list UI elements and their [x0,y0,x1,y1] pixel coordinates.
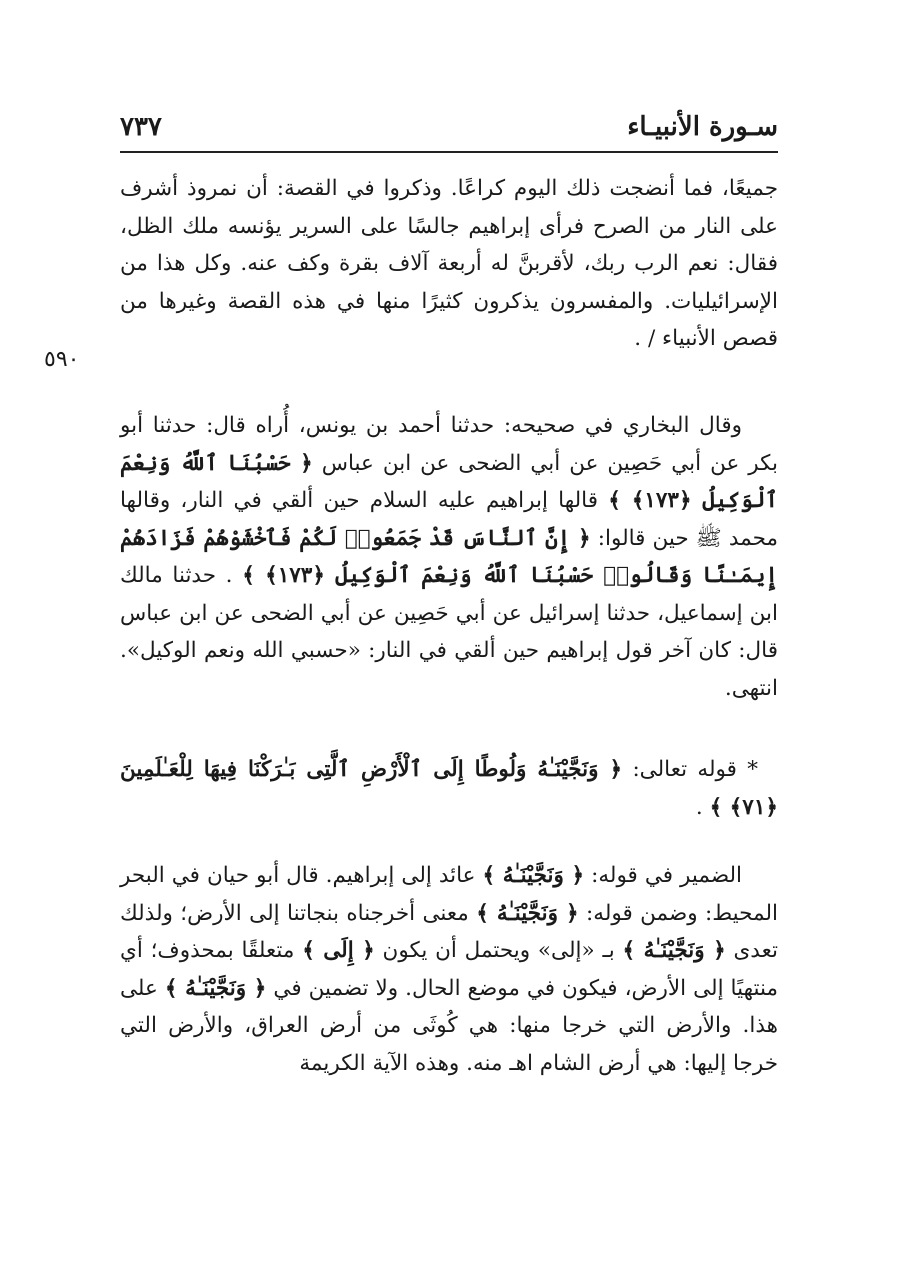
paragraph-text: جميعًا، فما أنضجت ذلك اليوم كراعًا. وذكروا في القصة: أن نمروذ أشرف على النار من الصرح فرأى إبراهيم جالسًا على السرير يؤنسه ملك الظل، فقال: نعم الرب ربك، لأقربنَّ له أربعة آلاف بقرة وكف عنه. وكل هذا من الإسرائيليات. والمفسرون يذكرون كثيرًا منها في هذه القصة وغيرها من قصص الأنبياء / . [120,176,778,351]
paragraph-text: بـ «إلى» ويحتمل أن يكون [382,938,615,963]
quran-verse: ﴿ وَنَجَّيْنَـٰهُ وَلُوطًا إِلَى ٱلْأَرْضِ ٱلَّتِى بَـٰرَكْنَا فِيهَا لِلْعَـٰلَمِينَ ﴿٧١﴾ ﴾ [120,757,778,820]
quran-verse: ﴿ وَنَجَّيْنَـٰهُ ﴾ [476,900,579,926]
paragraph-1 [120,170,778,395]
paragraph-4 [120,857,778,1082]
paragraph-text: عائد إلى إبراهيم. قال أبو حيان في البحر المحيط: وضمن قوله: [120,863,778,926]
page-body [120,170,778,1082]
paragraph-text: معنى أخرجناه بنجاتنا إلى الأرض؛ ولذلك تعدى [120,900,778,963]
paragraph-text: . [695,794,703,820]
quran-verse: ﴿ إِنَّ ٱلنَّاسَ قَدْ جَمَعُوا۟ لَكُمْ فَٱخْشَوْهُمْ فَزَادَهُمْ إِيمَـٰنًا وَقَالُوا۟ حَسْبُنَا ٱللَّهُ وَنِعْمَ ٱلْوَكِيلُ ﴿١٧٣﴾ ﴾ [120,525,778,588]
paragraph-text: الضمير في قوله: [591,863,742,888]
page-header [120,112,778,152]
header-divider [120,151,778,153]
quran-verse: ﴿ وَنَجَّيْنَـٰهُ ﴾ [622,938,726,963]
quran-verse: ﴿ إِلَى ﴾ [302,938,375,963]
paragraph-text: وقال البخاري في صحيحه: حدثنا أحمد بن يونس، أُراه قال: حدثنا أبو بكر عن أبي حَصِين عن أبي الضحى عن ابن عباس [120,413,779,476]
paragraph-text: * قوله تعالى: [632,757,758,782]
margin-page-number: ٥٩٠ [44,347,80,372]
paragraph-2 [120,407,778,737]
quran-verse: ﴿ حَسْبُنَا ٱللَّهُ وَنِعْمَ ٱلْوَكِيلُ ﴿١٧٣﴾ ﴾ [120,450,778,513]
page-number: ٧٣٧ [120,112,162,142]
paragraph-text: . حدثنا مالك ابن إسماعيل، حدثنا إسرائيل عن أبي حَصِين عن أبي الضحى عن ابن عباس قال: كان آخر قول إبراهيم حين ألقي في النار: «حسبي الله ونعم الوكيل». انتهى. [120,563,778,701]
paragraph-3 [120,751,778,841]
paragraph-text: قالها إبراهيم عليه السلام حين ألقي في النار، وقالها محمد ﷺ حين قالوا: [120,488,778,551]
surah-title: سـورة الأنبيـاء [627,112,778,142]
quran-verse: ﴿ وَنَجَّيْنَـٰهُ ﴾ [164,975,267,1001]
paragraph-text: على هذا. والأرض التي خرجا منها: هي كُوثَى من أرض العراق، والأرض التي خرجا إليها: هي أرض الشام اهـ منه. وهذه الآية الكريمة [120,975,778,1076]
quran-verse: ﴿ وَنَجَّيْنَـٰهُ ﴾ [482,863,585,888]
paragraph-text: متعلقًا بمحذوف؛ أي منتهيًا إلى الأرض، فيكون في موضع الحال. ولا تضمين في [120,938,778,1001]
